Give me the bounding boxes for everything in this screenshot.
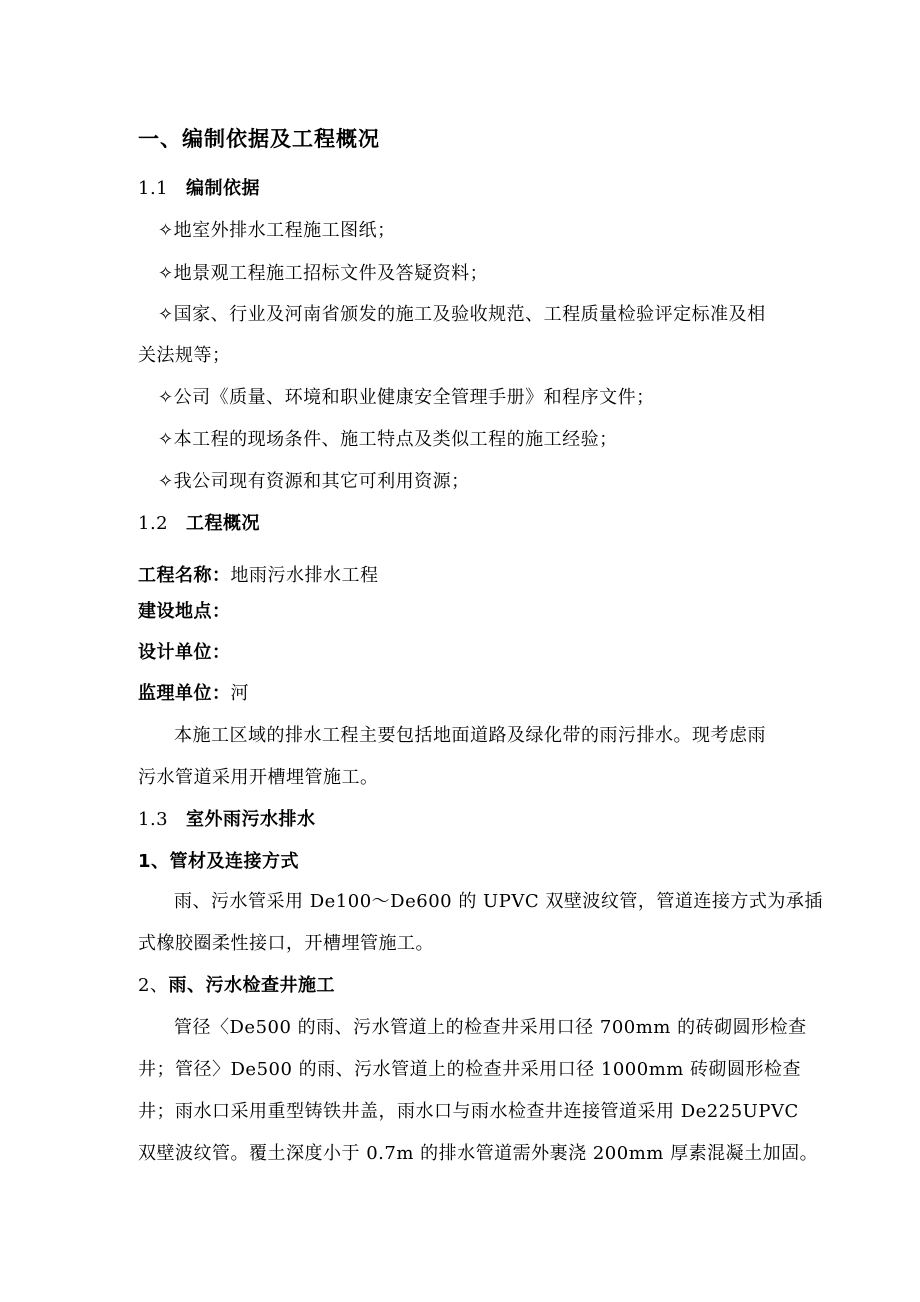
- well-paragraph-line: 井；雨水口采用重型铸铁井盖，雨水口与雨水检查井连接管道采用 De225UPVC: [138, 1101, 799, 1122]
- subsection-title: 工程概况: [186, 513, 260, 534]
- subsection-1-3: [138, 808, 788, 832]
- pipe-paragraph-line: 雨、污水管采用 De100～De600 的 UPVC 双壁波纹管，管道连接方式为承插: [174, 891, 823, 912]
- overview-paragraph-line: 污水管道采用开槽埋管施工。: [138, 767, 379, 788]
- sub-heading-well: [138, 974, 788, 998]
- section-heading: 一、编制依据及工程概况: [138, 127, 380, 151]
- pipe-paragraph-line: 式橡胶圈柔性接口，开槽埋管施工。: [138, 933, 434, 954]
- well-paragraph-line: 双壁波纹管。覆土深度小于 0.7m 的排水管道需外裹浇 200mm 厚素混凝土加固。: [138, 1143, 819, 1164]
- supervision-unit-label: 监理单位：: [138, 683, 231, 704]
- basis-item: ✧国家、行业及河南省颁发的施工及验收规范、工程质量检验评定标准及相: [158, 304, 766, 325]
- well-paragraph-line: 井；管径〉De500 的雨、污水管道上的检查井采用口径 1000mm 砖砌圆形检查: [138, 1059, 802, 1080]
- subsection-number: 1.1: [138, 178, 169, 199]
- sub-heading-title: 雨、污水检查井施工: [168, 975, 335, 996]
- subsection-number: 1.2: [138, 513, 169, 534]
- project-name-row: [138, 564, 788, 588]
- subsection-1-1: [138, 177, 788, 201]
- sub-heading-number: 2、: [138, 975, 169, 996]
- basis-item-continued: 关法规等；: [138, 345, 231, 366]
- basis-item: ✧地室外排水工程施工图纸；: [158, 220, 396, 241]
- site-row: [138, 600, 788, 624]
- basis-item: ✧我公司现有资源和其它可利用资源；: [158, 471, 470, 492]
- basis-item: ✧本工程的现场条件、施工特点及类似工程的施工经验；: [158, 429, 618, 450]
- basis-item: ✧地景观工程施工招标文件及答疑资料；: [158, 263, 489, 284]
- project-name-label: 工程名称：: [138, 565, 231, 586]
- supervision-unit-row: [138, 682, 788, 706]
- design-unit-label: 设计单位：: [138, 642, 231, 663]
- overview-paragraph-line: 本施工区域的排水工程主要包括地面道路及绿化带的雨污排水。现考虑雨: [174, 725, 766, 746]
- site-label: 建设地点：: [138, 601, 231, 622]
- well-paragraph-line: 管径〈De500 的雨、污水管道上的检查井采用口径 700mm 的砖砌圆形检查: [174, 1017, 807, 1038]
- design-unit-row: [138, 641, 788, 665]
- subsection-number: 1.3: [138, 809, 169, 830]
- basis-item: ✧公司《质量、环境和职业健康安全管理手册》和程序文件；: [158, 387, 655, 408]
- subsection-title: 编制依据: [186, 178, 260, 199]
- supervision-unit-value: 河: [230, 683, 249, 704]
- subsection-title: 室外雨污水排水: [186, 809, 316, 830]
- sub-heading-pipe: 1、管材及连接方式: [138, 851, 300, 872]
- subsection-1-2: [138, 512, 788, 536]
- project-name-value: 地雨污水排水工程: [230, 565, 379, 586]
